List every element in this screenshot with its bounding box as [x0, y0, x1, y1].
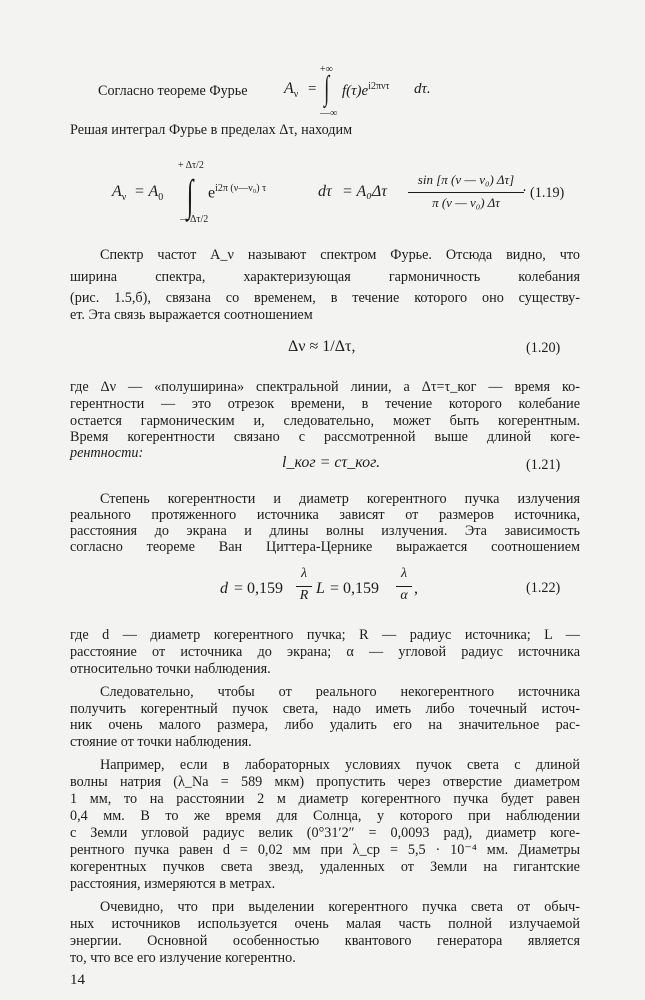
eq119-upper-limit: + Δτ/2 [178, 160, 204, 171]
eq122-comma: , [414, 580, 418, 597]
eq122-frac2-num: λ [400, 566, 408, 581]
text-line: расстояния, измеряются в метрах. [70, 876, 276, 892]
fourier-integral-sign: ∫ [324, 70, 330, 107]
text-line: ных источников используется очень малая часть полной излучаемой [70, 916, 580, 932]
eq122-frac2-den: α [400, 588, 408, 603]
text-line: стояние от точки наблюдения. [70, 734, 252, 750]
eq122-frac1-bar [296, 586, 312, 587]
eq119-dtau: dτ [318, 183, 332, 200]
eq122-frac2-bar [396, 586, 412, 587]
text-line: Спектр частот A_ν называют спектром Фурье. Отсюда видно, что [100, 247, 580, 263]
eq122-number: (1.22) [526, 580, 561, 596]
text-line: когерентных пучков света звезд, удаленных от Земли на гигантские [70, 859, 580, 875]
text-line: остается гармоническим и, следовательно, может быть когерентным. [70, 413, 580, 429]
text-line: рентного пучка равен d = 0,02 мм при λ_ср = 5,5 · 10⁻⁴ мм. Диаметры [70, 842, 580, 858]
text-line: Время когерентности связано с рассмотренной выше длиной коге- [70, 429, 580, 445]
eq120-number: (1.20) [526, 340, 561, 356]
eq122-L: L [316, 580, 325, 597]
fourier-lower-limit: —∞ [320, 108, 338, 119]
eq119-lhs: $A_\nu$ [112, 183, 127, 203]
fourier-dtau: dτ. [414, 81, 431, 97]
text-line: получить когерентный пучок света, надо иметь либо точечный источ- [70, 701, 580, 717]
eq122-frac1-num: λ [300, 566, 308, 581]
eq122-frac1-den: R [299, 588, 309, 603]
text-line: герентности — это отрезок времени, в течение которого колебание [70, 396, 580, 412]
eq119-a0dtau: = A₀Δτ [342, 183, 387, 200]
eq121-number: (1.21) [526, 457, 561, 473]
text-line: ник очень малого размера, либо удалить его на значительное рас- [70, 717, 580, 733]
eq122-eq2: = 0,159 [330, 580, 380, 597]
eq122-d: d [220, 580, 228, 597]
text-line: энергии. Основной особенностью квантового генератора является [70, 933, 580, 949]
fourier-prefix: Согласно теореме Фурье [98, 83, 248, 99]
page-number: 14 [70, 972, 85, 988]
eq119-integrand: $e^{i2\pi (\nu—\nu_0) \tau}$ [208, 183, 267, 202]
eq122-eq1: = 0,159 [234, 580, 284, 597]
text-line: согласно теореме Ван Циттера-Цернике выражается соотношением [70, 539, 580, 555]
text-line: относительно точки наблюдения. [70, 661, 271, 677]
text-line: где d — диаметр когерентного пучка; R — радиус источника; L — [70, 627, 580, 643]
eq119-dot: · [522, 183, 527, 199]
eq119-lower-limit: —Δτ/2 [180, 214, 209, 225]
fourier-integrand: $f(\tau)e^{i2\pi\nu\tau}$ [342, 81, 390, 99]
text-line: ширина спектра, характеризующая гармоничность колебания [70, 269, 580, 285]
text-line: ет. Эта связь выражается соотношением [70, 307, 313, 323]
text-line: Степень когерентности и диаметр когерентного пучка излучения [100, 491, 580, 507]
text-line: где Δν — «полуширина» спектральной линии, а Δτ=τ_ког — время ко- [70, 379, 580, 395]
fourier-eq-sign: = [308, 81, 317, 97]
fourier-upper-limit: +∞ [320, 64, 333, 75]
eq119-a0: = $A_0$ [134, 183, 164, 203]
text-line: 0,4 мм. В то же время для Солнца, у которого при наблюдении [70, 808, 580, 824]
eq119-integral-sign: ∫ [186, 171, 194, 220]
text-line: с Земли угловой радиус велик (0°31′2″ = 0,0093 рад), диаметр коге- [70, 825, 580, 841]
text-line: Следовательно, чтобы от реального некогерентного источника [100, 684, 580, 700]
eq120-expression: Δν ≈ 1/Δτ, [288, 338, 356, 355]
eq119-numerator: sin [π (ν — ν₀) Δτ] [417, 172, 515, 187]
eq119-fraction-bar [408, 192, 524, 193]
eq121-expression: l_ког = cτ_ког. [282, 454, 381, 471]
text-line: волны натрия (λ_Na = 589 мкм) пропустить через отверстие диаметром [70, 774, 580, 790]
text-line: реального протяженного источника зависят от размеров источника, [70, 507, 580, 523]
text-line: то, что все его излучение когерентно. [70, 950, 296, 966]
eq119-number: (1.19) [530, 185, 565, 201]
text-line: расстояние от источника до экрана; α — угловой радиус источника [70, 644, 580, 660]
intro-1-19: Решая интеграл Фурье в пределах Δτ, находим [70, 122, 353, 138]
text-line: (рис. 1.5,б), связана со временем, в течение которого оно существу- [70, 290, 580, 306]
fourier-lhs: $A_\nu$ [284, 80, 299, 100]
text-line: Например, если в лабораторных условиях пучок света с длиной [100, 757, 580, 773]
text-line: рентности: [70, 445, 144, 461]
text-line: расстояния до экрана и длины волны излучения. Эта зависимость [70, 523, 580, 539]
eq119-denominator: π (ν — ν₀) Δτ [432, 195, 500, 210]
text-line: Очевидно, что при выделении когерентного пучка света от обыч- [100, 899, 580, 915]
text-line: 1 мм, то на расстоянии 2 м диаметр когерентного пучка будет равен [70, 791, 580, 807]
